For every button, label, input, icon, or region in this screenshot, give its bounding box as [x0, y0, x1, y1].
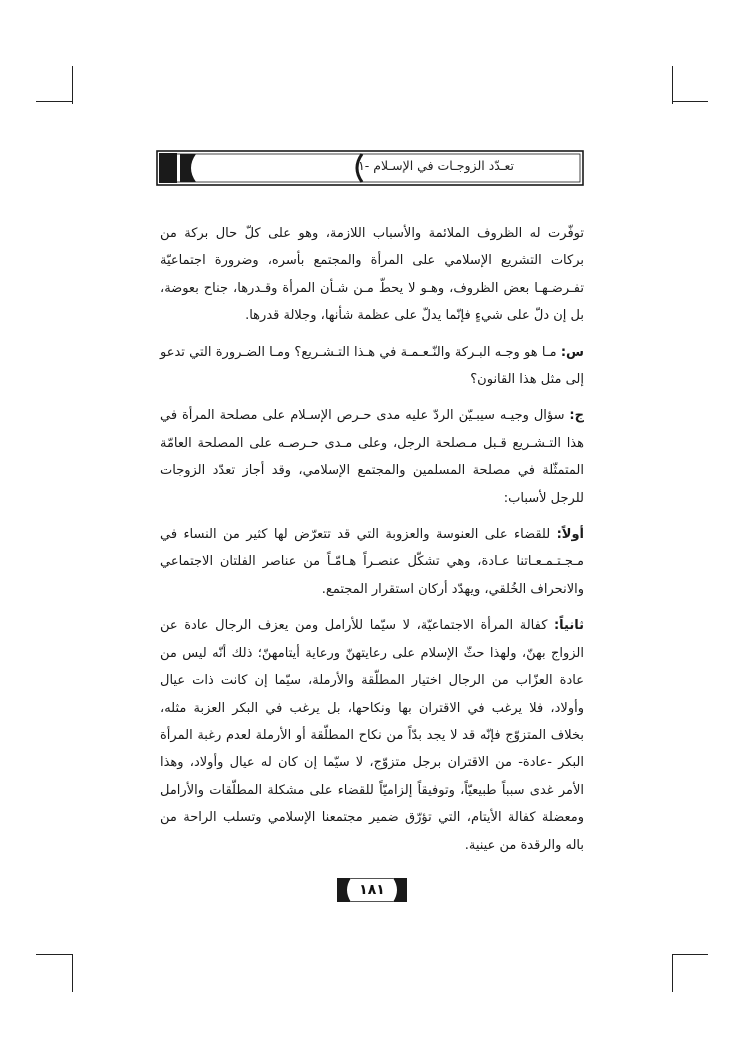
crop-mark — [36, 954, 72, 955]
paragraph-text: كفالة المرأة الاجتماعيّة، لا سيّما للأرامل ومن يعزف الرجال عادة عن الزواج بهنّ، ولهذا حثّ الإسلام على رعايتهنّ ورعاية أيتامهنّ؛ ذلك أنّه ليس من عادة العزّاب من الرجال اختيار المطلّقة والأرملة، سيّما إن كانت ذات عيال وأولاد، فلا يرغب في الاقتران بها ونكاحها، بل يرغب في البكر العزبة مثله، بخلاف المتزوّج فإنّه قد لا يجد بدّاً من نكاح المطلّقة أو الأرملة لعدم رغبة المرأة البكر -عادة- من الاقتران برجل متزوّج، لا سيّما إن كان له عيال وأولاد، وهذا الأمر غدى سبباً طبيعيّاً، وتوفيقاً إلزاميّاً للقضاء على مشكلة المطلّقات والأرامل ومعضلة كفالة الأيتام، التي تؤرّق ضمير مجتمعنا الإسلامي وتسلب الراحة من باله والرقدة من عينية. — [160, 618, 584, 853]
paragraph-lead: ج: — [569, 408, 584, 424]
page-number-badge — [337, 878, 407, 902]
page-number: ١٨١ — [359, 882, 385, 898]
crop-mark — [672, 954, 673, 992]
header-title: تعـدّد الزوجـات في الإسـلام -١ — [358, 158, 514, 173]
paragraph-lead: أولاً: — [556, 527, 584, 543]
paragraph-text: للقضاء على العنوسة والعزوبة التي قد تتعرّض لها كثير من النساء في مـجـتـمـعـاتنا عـادة، وهي تشكّل عنصـراً هـامّـاً من عناصر الفلتان الاجتماعي والانحراف الخُلقي، ويهدّد أركان استقرار المجتمع. — [160, 527, 584, 597]
paragraph — [160, 402, 584, 512]
paragraph-text: مـا هو وجـه البـركة والنّـعـمـة في هـذا التـشـريع؟ ومـا الضـرورة التي تدعو إلى مثل هذا القانون؟ — [160, 344, 584, 388]
crop-mark — [72, 954, 73, 992]
crop-mark — [672, 101, 708, 102]
page-body — [160, 220, 584, 868]
crop-mark — [72, 66, 73, 104]
crop-mark — [672, 66, 673, 104]
paragraph — [160, 612, 584, 859]
paragraph — [160, 521, 584, 603]
paragraph — [160, 220, 584, 330]
paragraph — [160, 339, 584, 394]
paragraph-lead: ثانياً: — [553, 618, 584, 634]
crop-mark — [672, 954, 708, 955]
paragraph-lead: س: — [560, 344, 584, 360]
paragraph-text: توفّرت له الظروف الملائمة والأسباب اللازمة، وهو على كلّ حال بركة من بركات التشريع الإسلامي على المرأة والمجتمع بأسره، وضرورة اجتماعيّة تفـرضـهـا بعض الظروف، وهـو لا يحطّ مـن شـأن المرأة وقـدرها، جناح بعوضة، بل إن دلّ على شيءٍ فإنّما يدلّ على عظمة شأنها، وجلالة قدرها. — [160, 226, 584, 324]
paragraph-text: سؤال وجيـه سيبـيّن الردّ عليه مدى حـرص الإسـلام على مصلحة المرأة في هذا التـشـريع قـبل مـصلحة الرجل، وعلى مـدى حـرصـه على المصلحة العامّة المتمثّلة في مصلحة المسلمين والمجتمع الإسلامي، وقد أجاز تعدّد الزوجات للرجل لأسباب: — [160, 408, 584, 506]
running-header — [156, 150, 584, 186]
crop-mark — [36, 101, 72, 102]
